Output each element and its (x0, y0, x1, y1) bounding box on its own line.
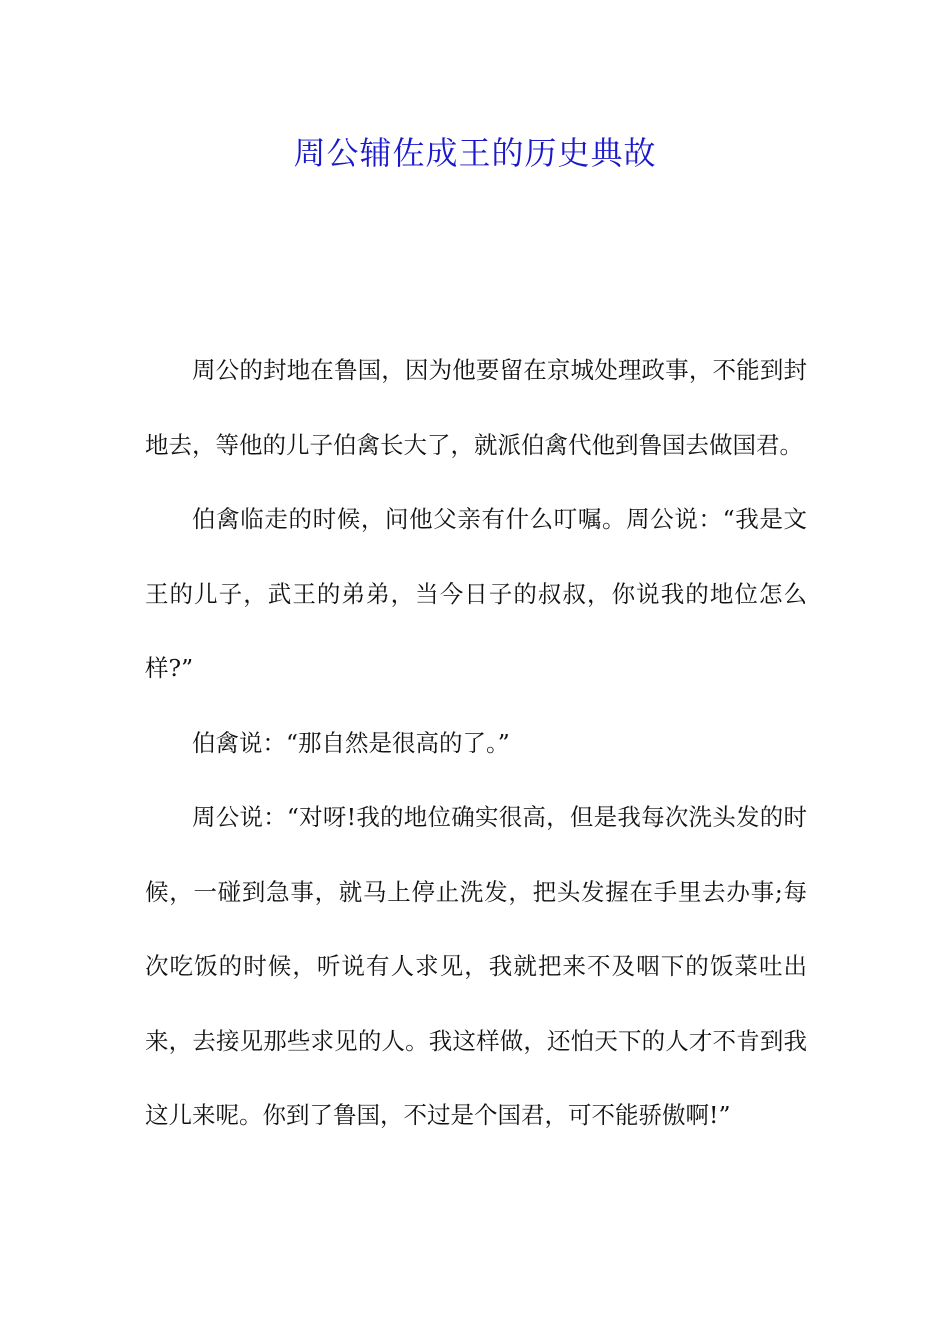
document-body (145, 333, 807, 1153)
paragraph: 伯禽说：“那自然是很高的了。” (192, 728, 510, 757)
paragraph: 周公的封地在鲁国，因为他要留在京城处理政事，不能到封地去，等他的儿子伯禽长大了，就派伯禽代他到鲁国去做国君。 (145, 356, 807, 459)
page-title: 周公辅佐成王的历史典故 (293, 134, 657, 172)
paragraph: 伯禽临走的时候，问他父亲有什么叮嘱。周公说：“我是文王的儿子，武王的弟弟，当今日子的叔叔，你说我的地位怎么样?” (145, 505, 807, 682)
paragraph: 周公说：“对呀!我的地位确实很高，但是我每次洗头发的时候，一碰到急事，就马上停止洗发，把头发握在手里去办事;每次吃饭的时候，听说有人求见，我就把来不及咽下的饭菜吐出来，去接见那些求见的人。我这样做，还怕天下的人才不肯到我这儿来呢。你到了鲁国，不过是个国君，可不能骄傲啊!” (145, 803, 807, 1129)
